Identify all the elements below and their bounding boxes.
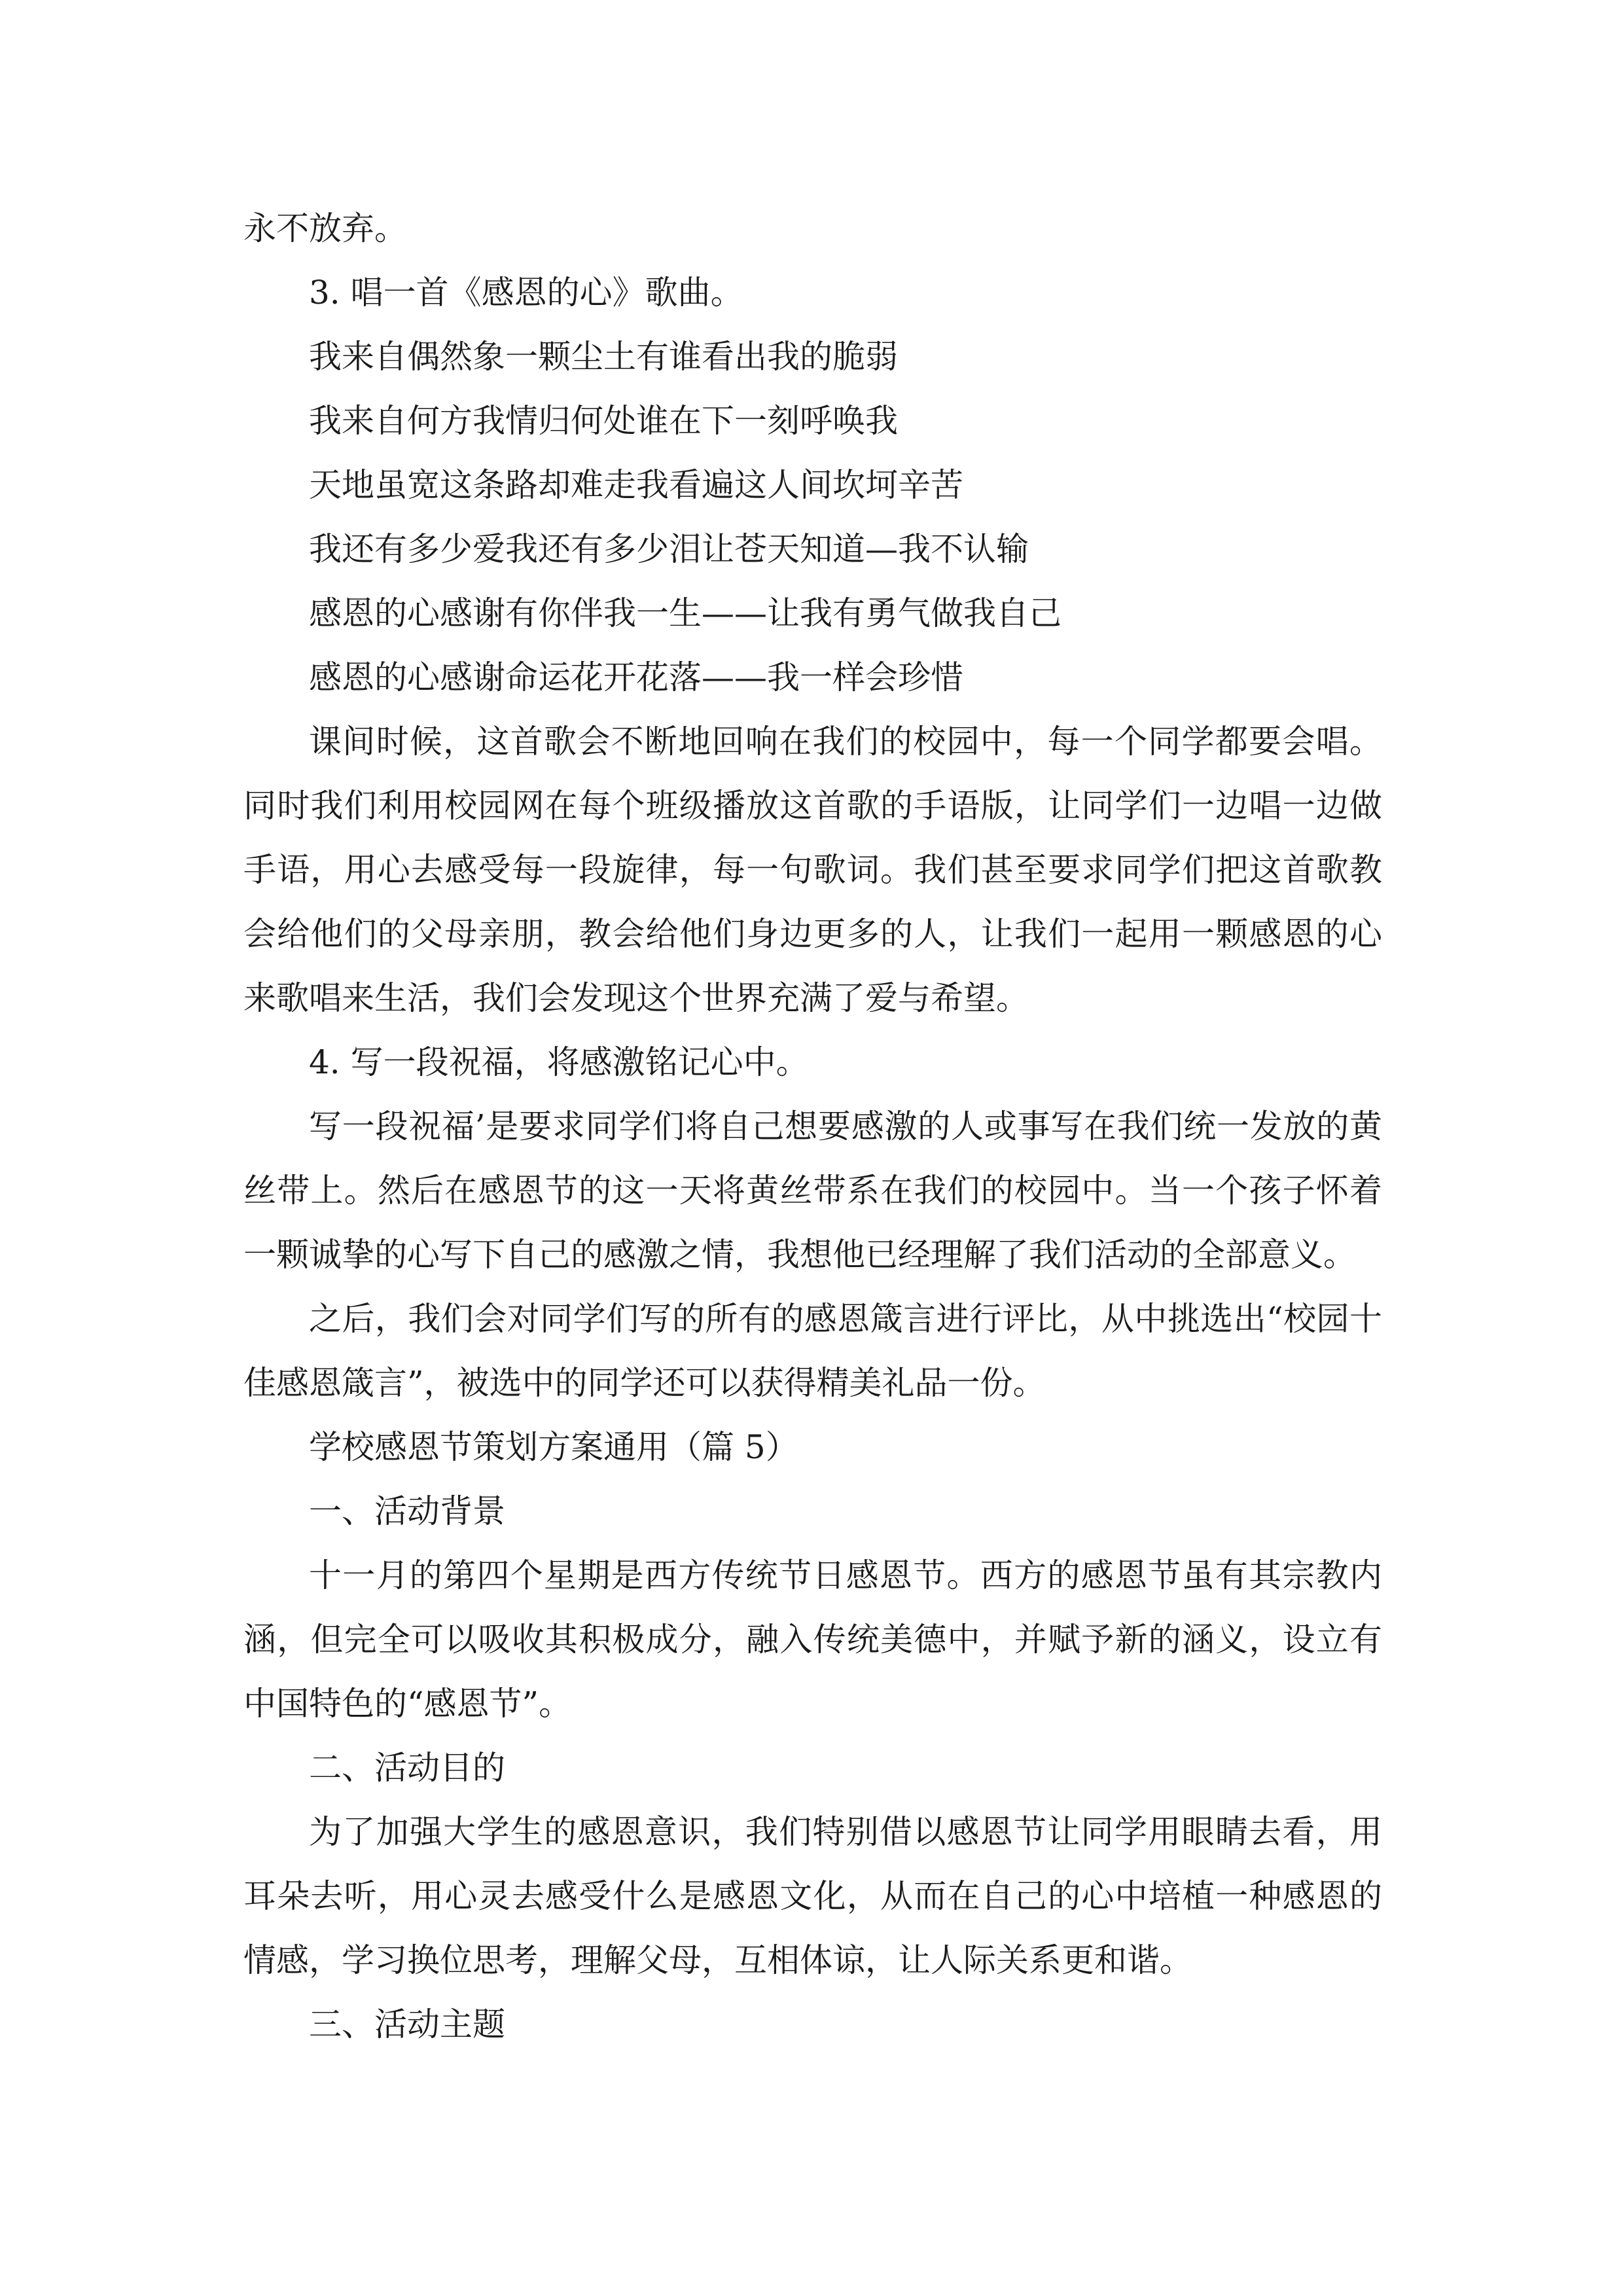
- lyric-line: 感恩的心感谢有你伴我一生——让我有勇气做我自己: [309, 594, 1061, 632]
- lyric-line: 天地虽宽这条路却难走我看遍这人间坎坷辛苦: [309, 466, 963, 504]
- body-paragraph: 课间时候，这首歌会不断地回响在我们的校园中，每一个同学都要会唱。同时我们利用校园网在每个班级播放这首歌的手语版，让同学们一边唱一边做手语，用心去感受每一段旋律，每一句歌词。我们甚至要求同学们把这首歌教会给他们的父母亲朋，教会给他们身边更多的人，让我们一起用一颗感恩的心来歌唱来生活，我们会发现这个世界充满了爱与希望。: [243, 723, 1382, 1017]
- body-paragraph: 写一段祝福’是要求同学们将自己想要感激的人或事写在我们统一发放的黄丝带上。然后在感恩节的这一天将黄丝带系在我们的校园中。当一个孩子怀着一颗诚挚的心写下自己的感激之情，我想他已经理解了我们活动的全部意义。: [243, 1107, 1382, 1274]
- section-heading: 三、活动主题: [309, 2005, 505, 2043]
- document-body: [243, 196, 1382, 2056]
- list-item-sing-song: 3. 唱一首《感恩的心》歌曲。: [309, 274, 743, 312]
- section-title: 学校感恩节策划方案通用（篇 5）: [309, 1428, 798, 1466]
- body-paragraph: 之后，我们会对同学们写的所有的感恩箴言进行评比，从中挑选出“校园十佳感恩箴言”，被选中的同学还可以获得精美礼品一份。: [243, 1300, 1382, 1402]
- lyric-line: 我来自何方我情归何处谁在下一刻呼唤我: [309, 402, 898, 440]
- section-heading: 二、活动目的: [309, 1749, 505, 1787]
- list-item-write-blessing: 4. 写一段祝福，将感激铭记心中。: [309, 1043, 809, 1081]
- body-paragraph: 为了加强大学生的感恩意识，我们特别借以感恩节让同学用眼睛去看，用耳朵去听，用心灵去感受什么是感恩文化，从而在自己的心中培植一种感恩的情感，学习换位思考，理解父母，互相体谅，让人际关系更和谐。: [243, 1813, 1382, 1979]
- paragraph-continuation: 永不放弃。: [243, 209, 407, 247]
- section-heading: 一、活动背景: [309, 1492, 505, 1530]
- lyric-line: 感恩的心感谢命运花开花落——我一样会珍惜: [309, 658, 963, 696]
- lyric-line: 我还有多少爱我还有多少泪让苍天知道—我不认输: [309, 530, 1029, 568]
- body-paragraph: 十一月的第四个星期是西方传统节日感恩节。西方的感恩节虽有其宗教内涵，但完全可以吸收其积极成分，融入传统美德中，并赋予新的涵义，设立有中国特色的“感恩节”。: [243, 1556, 1382, 1723]
- lyric-line: 我来自偶然象一颗尘土有谁看出我的脆弱: [309, 338, 898, 376]
